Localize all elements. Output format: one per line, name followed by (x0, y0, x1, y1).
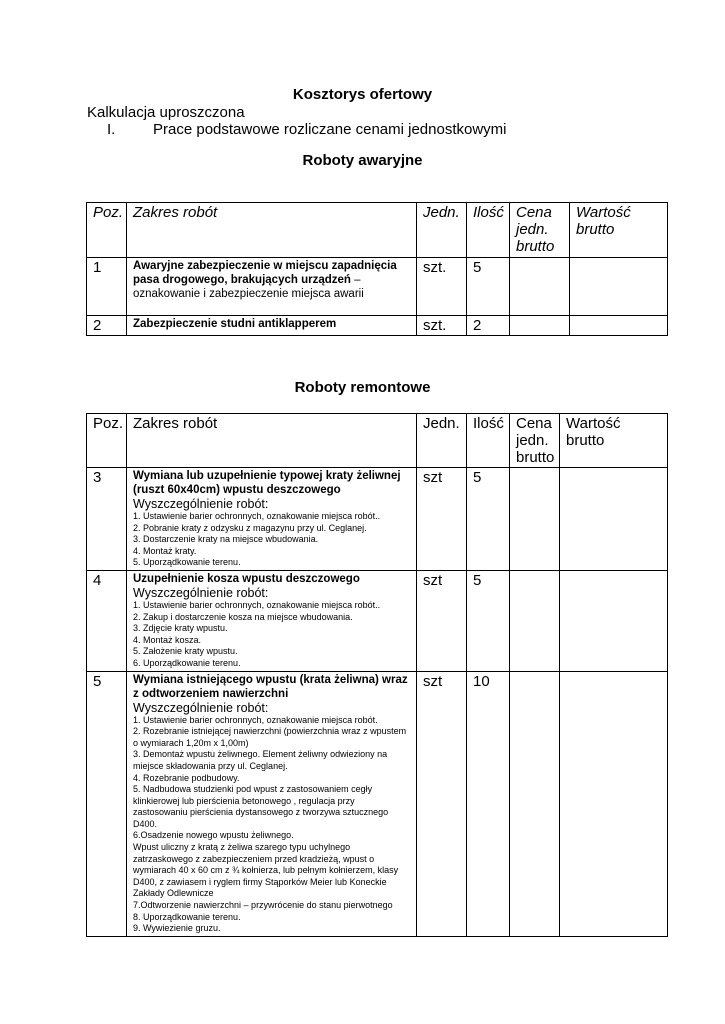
row-name-bold: Awaryjne zabezpieczenie w miejscu zapadnięcia pasa drogowego, brakujących urządzeń (133, 260, 397, 286)
row-price[interactable] (510, 258, 570, 316)
row-scope (127, 468, 417, 571)
work-step: 1. Ustawienie barier ochronnych, oznakowanie miejsca robót.. (133, 599, 381, 610)
row-value[interactable] (560, 671, 668, 936)
work-step: 9. Wywiezienie gruzu. (133, 923, 221, 934)
row-value[interactable] (560, 570, 668, 671)
row-qty: 5 (467, 258, 510, 316)
header-pos: Poz. (87, 203, 127, 258)
row-pos: 5 (87, 671, 127, 936)
row-price[interactable] (510, 671, 560, 936)
table-row (87, 258, 668, 316)
spec-heading: Wyszczególnienie robót: (133, 585, 269, 600)
row-qty: 5 (467, 570, 510, 671)
row-price[interactable] (510, 570, 560, 671)
header-price: Cena jedn. brutto (510, 414, 560, 468)
section-text: Prace podstawowe rozliczane cenami jednostkowymi (153, 121, 507, 138)
row-unit: szt. (417, 316, 467, 336)
work-step: 6.Osadzenie nowego wpustu żeliwnego. (133, 830, 294, 841)
document-subtitle: Kalkulacja uproszczona (87, 104, 245, 121)
header-unit: Jedn. (417, 203, 467, 258)
spec-heading: Wyszczególnienie robót: (133, 497, 269, 511)
row-qty: 10 (467, 671, 510, 936)
work-step: 8. Uporządkowanie terenu. (133, 911, 241, 922)
row-name: Wymiana istniejącego wpustu (krata żeliwna) wraz z odtworzeniem nawierzchni (133, 673, 408, 700)
section-line (107, 121, 507, 139)
repair-table (86, 413, 668, 937)
work-step: 4. Montaż kosza. (133, 634, 202, 645)
work-step: 3. Dostarczenie kraty na miejsce wbudowania. (133, 534, 319, 545)
row-pos: 3 (87, 468, 127, 571)
row-name-bold: Zabezpieczenie studni antiklapperem (133, 318, 337, 330)
row-name: Wymiana lub uzupełnienie typowej kraty żeliwnej (ruszt 60x40cm) wpustu deszczowego (133, 470, 401, 496)
row-pos: 2 (87, 316, 127, 336)
row-scope (127, 316, 417, 336)
work-step: 5. Założenie kraty wpustu. (133, 646, 238, 657)
header-value: Wartość brutto (560, 414, 668, 468)
header-pos: Poz. (87, 414, 127, 468)
row-scope (127, 258, 417, 316)
row-qty: 5 (467, 468, 510, 571)
repair-header-row (87, 414, 668, 468)
emergency-header-row (87, 203, 668, 258)
spec-heading: Wyszczególnienie robót: (133, 700, 269, 715)
emergency-heading: Roboty awaryjne (302, 152, 423, 169)
row-value[interactable] (570, 258, 668, 316)
emergency-table (86, 202, 668, 336)
row-value[interactable] (560, 468, 668, 571)
section-number: I. (107, 121, 116, 138)
work-step: Wpust uliczny z kratą z żeliwa szarego typu uchylnego zatrzaskowego z zabezpieczeniem przed kradzieżą, wpust o wymiarach 40 x 60 cm z ¾ kołnierza, lub pełnym kołnierzem, klasy D400, z zawiasem i ryglem firmy Stąporków Meier lub Koneckie Zakłady Odlewnicze (133, 842, 399, 899)
header-qty: Ilość (467, 203, 510, 258)
work-step: 4. Rozebranie podbudowy. (133, 772, 240, 783)
header-unit: Jedn. (417, 414, 467, 468)
row-pos: 1 (87, 258, 127, 316)
row-price[interactable] (510, 468, 560, 571)
work-step: 4. Montaż kraty. (133, 545, 197, 556)
work-step: 3. Zdjęcie kraty wpustu. (133, 623, 228, 634)
row-unit: szt. (417, 258, 467, 316)
row-price[interactable] (510, 316, 570, 336)
work-step: 2. Rozebranie istniejącej nawierzchni (powierzchnia wraz z wpustem o wymiarach 1,20m x 1,00m) (133, 726, 407, 748)
row-unit: szt (417, 671, 467, 936)
row-unit: szt (417, 570, 467, 671)
work-step: 5. Uporządkowanie terenu. (133, 557, 241, 568)
work-step: 7.Odtworzenie nawierzchni – przywrócenie do stanu pierwotnego (133, 900, 393, 911)
row-scope (127, 570, 417, 671)
row-qty: 2 (467, 316, 510, 336)
document-title: Kosztorys ofertowy (292, 86, 433, 103)
work-step: 6. Uporządkowanie terenu. (133, 657, 241, 668)
work-step: 1. Ustawienie barier ochronnych, oznakowanie miejsca robót.. (133, 511, 381, 521)
work-step: 1. Ustawienie barier ochronnych, oznakowanie miejsca robót. (133, 714, 378, 725)
header-price: Cena jedn. brutto (510, 203, 570, 258)
header-scope: Zakres robót (127, 414, 417, 468)
row-name-rest: – oznakowanie i zabezpieczenie miejsca awarii (133, 274, 364, 300)
table-row (87, 671, 668, 936)
work-step: 3. Demontaż wpustu żeliwnego. Element żeliwny odwieziony na miejsce składowania przy ul. Ceglanej. (133, 749, 388, 771)
header-scope: Zakres robót (127, 203, 417, 258)
work-step: 5. Nadbudowa studzienki pod wpust z zastosowaniem cegły klinkierowej lub pierścienia betonowego , regulacja przy zastosowaniu pierścienia dystansowego z tworzywa sztucznego D400. (133, 784, 389, 829)
row-value[interactable] (570, 316, 668, 336)
header-value: Wartość brutto (570, 203, 668, 258)
row-pos: 4 (87, 570, 127, 671)
work-step: 2. Zakup i dostarczenie kosza na miejsce wbudowania. (133, 611, 353, 622)
row-name: Uzupełnienie kosza wpustu deszczowego (133, 572, 360, 585)
work-step: 2. Pobranie kraty z odzysku z magazynu przy ul. Ceglanej. (133, 522, 367, 533)
table-row (87, 468, 668, 571)
header-qty: Ilość (467, 414, 510, 468)
table-row (87, 570, 668, 671)
table-row (87, 316, 668, 336)
repair-heading: Roboty remontowe (294, 379, 431, 396)
row-scope (127, 671, 417, 936)
row-unit: szt (417, 468, 467, 571)
